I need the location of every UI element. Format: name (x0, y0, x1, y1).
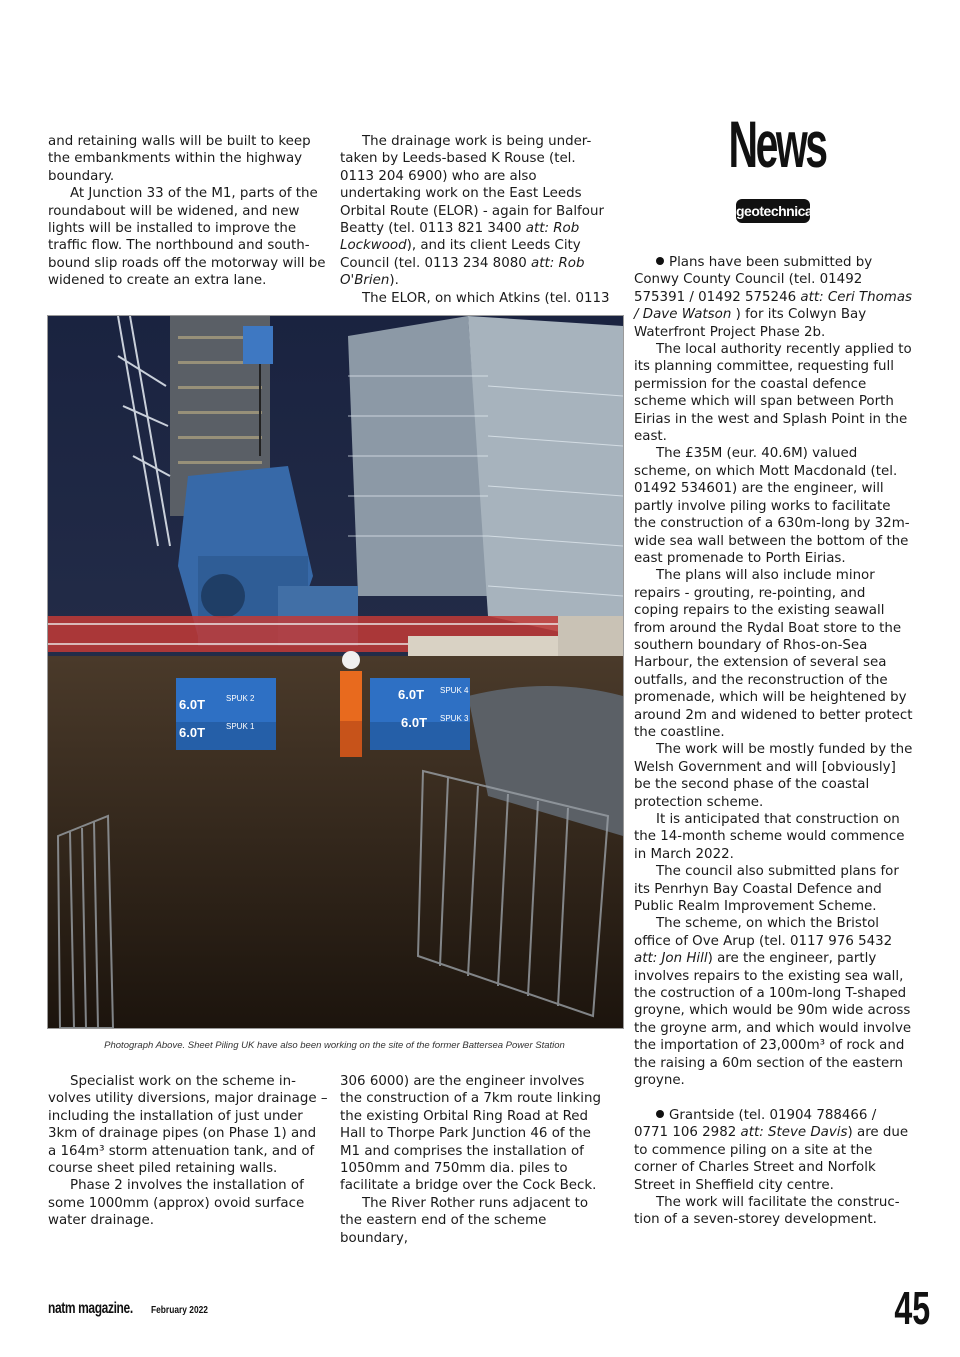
block-tag: SPUK 1 (226, 722, 255, 731)
article-column-2-bottom (340, 1073, 610, 1247)
page-number: 45 (894, 1282, 930, 1334)
paragraph: The work will facilitate the construc-tion of a seven-storey development. (634, 1194, 900, 1228)
paragraph: It is anticipated that construction on the 14-month scheme would commence in March 2022. (634, 812, 905, 862)
issue-date: February 2022 (151, 1304, 209, 1316)
block-tag: SPUK 3 (440, 714, 469, 723)
paragraph: The £35M (eur. 40.6M) valued scheme, on which Mott Macdonald (tel. 01492 534601) are the engineer, will partly involve piling works to facilitate the construction of a 630m-long by 32m-wide sea wall between the bottom of the east promenade to Porth Eirias. (634, 446, 910, 566)
paragraph: 306 6000) are the engineer involves the construction of a 7km route linking the existing Orbital Ring Road at Red Hall to Thorpe Park Junction 46 of the M1 and comprises the installation of 1050mm and 750mm dia. piles to facilitate a bridge over the Cock Beck. (340, 1074, 601, 1194)
block-tag: SPUK 2 (226, 694, 255, 703)
article-column-1-bottom (48, 1073, 328, 1230)
article-column-1-top (48, 133, 328, 290)
photo-caption: Photograph Above. Sheet Piling UK have also been working on the site of the former Battersea Power Station (104, 1040, 565, 1051)
paragraph: and retaining walls will be built to keep the embankments within the highway boundary. (48, 134, 311, 184)
bullet-icon (656, 257, 664, 265)
category-badge: geotechnical (736, 199, 810, 223)
paragraph: The scheme, on which the Bristol office of Ove Arup (tel. 0117 976 5432 att: Jon Hill) are the engineer, partly involves repairs to the existing sea wall, the costruction of a 100m-long T-shaped groyne, which would be 90m wide across the groyne arm, and which would involve the importation of 23,000m³ of rock and the raising a 60m section of the eastern groyne. (634, 916, 912, 1089)
paragraph: Specialist work on the scheme in-volves utility diversions, major drainage – including the installation of just under 3km of drainage pipes (on Phase 1) and a 164m³ storm attenuation tank, and of course sheet piled retaining walls. (48, 1074, 328, 1177)
block-label: 6.0T (401, 715, 428, 730)
news-item: Plans have been submitted by Conwy County Council (tel. 01492 575391 / 01492 575246 att: Ceri Thomas / Dave Watson ) for its Colwyn Bay Waterfront Project Phase 2b. (634, 255, 913, 340)
magazine-name: natm magazine. (48, 1300, 133, 1317)
article-column-2-top (340, 133, 610, 307)
paragraph: The ELOR, on which Atkins (tel. 0113 (362, 290, 610, 306)
paragraph: The local authority recently applied to its planning committee, requesting full permission for the coastal defence scheme which will span between Porth Eirias in the west and Splash Point in the east. (634, 342, 912, 445)
paragraph: The work will be mostly funded by the Welsh Government and will [obviously] be the second phase of the coastal protection scheme. (634, 742, 913, 810)
paragraph: The council also submitted plans for its Penrhyn Bay Coastal Defence and Public Realm Improvement Scheme. (634, 864, 899, 915)
news-item: Grantside (tel. 01904 788466 / 0771 106 2982 att: Steve Davis) are due to commence piling on a site at the corner of Charles Street and Norfolk Street in Sheffield city centre. (634, 1107, 909, 1193)
block-label: 6.0T (398, 687, 425, 702)
paragraph: The plans will also include minor repairs - grouting, re-pointing, and coping repairs to the existing seawall from around the Rydal Boat store to the southern boundary of Rhos-on-Sea Harbour, the extension of several sea outfalls, and the reconstruction of the promenade, which will be heightened by around 2m and widened to better protect the coastline. (634, 568, 913, 740)
section-title: News (728, 107, 826, 181)
block-label: 6.0T (179, 697, 206, 712)
block-tag: SPUK 4 (440, 686, 469, 695)
paragraph: The drainage work is being under-taken by Leeds-based K Rouse (tel. 0113 204 6900) who are also undertaking work on the East Leeds Orbital Route (ELOR) - again for Balfour Beatty (tel. 0113 821 3400 att: Rob Lockwood), and its client Leeds City Council (tel. 0113 234 8080 att: Rob O'Brien). (340, 134, 604, 289)
paragraph: At Junction 33 of the M1, parts of the roundabout will be widened, and new lights will be installed to improve the traffic flow. The northbound and south-bound slip roads off the motorway will be widened to create an extra lane. (48, 186, 326, 289)
bullet-icon (656, 1110, 664, 1118)
footer-masthead (48, 1300, 223, 1318)
construction-site-image (48, 316, 623, 1028)
block-label: 6.0T (179, 725, 206, 740)
spacer (634, 1090, 914, 1107)
paragraph: Phase 2 involves the installation of some 1000mm (approx) ovoid surface water drainage. (48, 1178, 305, 1229)
news-column (634, 254, 914, 1229)
paragraph: The River Rother runs adjacent to the eastern end of the scheme boundary, (340, 1195, 589, 1246)
site-photograph (47, 315, 624, 1029)
